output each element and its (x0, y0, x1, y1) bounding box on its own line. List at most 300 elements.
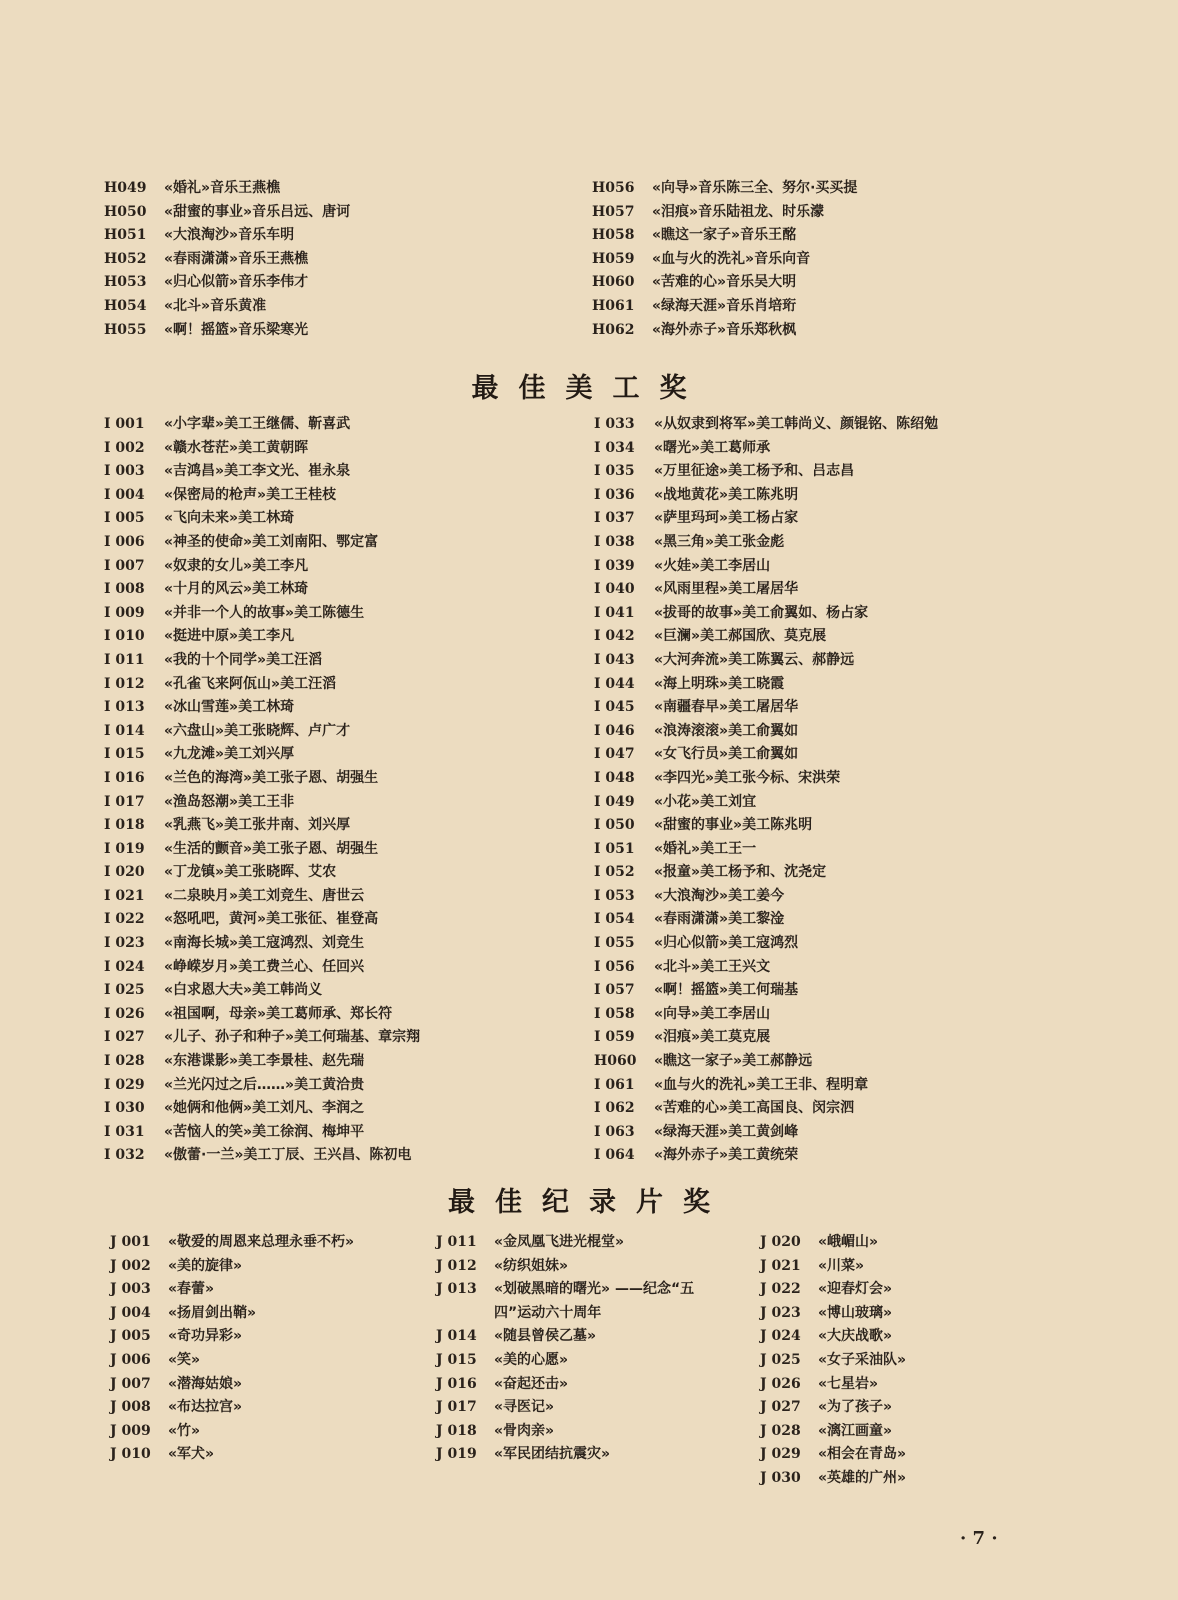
entry-code: J 003 (110, 1281, 151, 1298)
entry-code: J 014 (436, 1328, 477, 1345)
list-item (594, 1097, 938, 1121)
list-item (104, 484, 420, 508)
entry-code: I 059 (594, 1029, 635, 1046)
entry-text: «海外赤子»音乐郑秋枫 (652, 321, 797, 338)
entry-text: «军民团结抗震灾» (494, 1446, 611, 1463)
entry-text: «绿海天涯»音乐肖培珩 (652, 297, 797, 314)
entry-code: I 061 (594, 1076, 635, 1093)
entry-text: «东港谍影»美工李景桂、赵先瑞 (164, 1053, 365, 1070)
entry-text: «曙光»美工葛师承 (654, 439, 771, 456)
list-item (104, 248, 350, 272)
entry-code: I 028 (104, 1053, 145, 1070)
list-item (110, 1443, 403, 1467)
entry-text: «扬眉剑出鞘» (168, 1304, 257, 1321)
entry-text: «火娃»美工李居山 (654, 557, 771, 574)
list-item (594, 673, 938, 697)
entry-text: «纺织姐妹» (494, 1257, 569, 1274)
entry-code: I 029 (104, 1076, 145, 1093)
entry-code: I 056 (594, 958, 635, 975)
entry-text: «相会在青岛» (818, 1446, 907, 1463)
entry-text: «六盘山»美工张晓辉、卢广才 (164, 722, 351, 739)
entry-text: «祖国啊，母亲»美工葛师承、郑长符 (164, 1005, 393, 1022)
entry-text: «笑» (168, 1351, 201, 1368)
entry-code: J 007 (110, 1375, 151, 1392)
list-item (104, 1074, 420, 1098)
entry-code: I 049 (594, 793, 635, 810)
entry-code: I 039 (594, 557, 635, 574)
entry-code: I 063 (594, 1123, 635, 1140)
list-item (104, 201, 350, 225)
entry-code: J 028 (760, 1422, 801, 1439)
list-item (760, 1420, 1053, 1444)
list-item (594, 602, 938, 626)
list-item (594, 649, 938, 673)
list-item (594, 838, 938, 862)
entry-text: «春蕾» (168, 1281, 215, 1298)
entry-text: «李四光»美工张今标、宋洪荣 (654, 769, 841, 786)
entry-text: «小花»美工刘宜 (654, 793, 757, 810)
entry-code: J 016 (436, 1375, 477, 1392)
entry-code: I 026 (104, 1005, 145, 1022)
entry-code: I 024 (104, 958, 145, 975)
list-item (104, 531, 420, 555)
music-list-left (104, 177, 350, 342)
entry-code: I 051 (594, 840, 635, 857)
entry-code: H058 (592, 227, 635, 244)
entry-text: «啊！摇篮»美工何瑞基 (654, 982, 799, 999)
list-item (594, 460, 938, 484)
music-list-right (592, 177, 857, 342)
list-item (760, 1373, 1053, 1397)
list-item (594, 767, 938, 791)
entry-text: «女子采油队» (818, 1351, 907, 1368)
entry-code: I 007 (104, 557, 145, 574)
list-item (104, 673, 420, 697)
entry-text: «战地黄花»美工陈兆明 (654, 486, 799, 503)
entry-text: «巨澜»美工郝国欣、莫克展 (654, 628, 827, 645)
entry-text: «渔岛怒潮»美工王非 (164, 793, 295, 810)
list-item (110, 1231, 403, 1255)
entry-code: I 055 (594, 935, 635, 952)
documentary-list-col1 (110, 1231, 403, 1467)
entry-text: «风雨里程»美工屠居华 (654, 581, 799, 598)
entry-code: I 008 (104, 581, 145, 598)
list-item (110, 1349, 403, 1373)
entry-text: «迎春灯会» (818, 1281, 893, 1298)
entry-code: H059 (592, 250, 635, 267)
entry-text: «归心似箭»音乐李伟才 (164, 274, 309, 291)
entry-text: «大浪淘沙»美工姜今 (654, 887, 785, 904)
entry-code: J 015 (436, 1351, 477, 1368)
list-item (594, 885, 938, 909)
entry-code: I 017 (104, 793, 145, 810)
entry-code: J 026 (760, 1375, 801, 1392)
list-item (594, 908, 938, 932)
entry-text: «她俩和他俩»美工刘凡、李润之 (164, 1100, 365, 1117)
entry-text: «潜海姑娘» (168, 1375, 243, 1392)
entry-text: «瞧这一家子»音乐王酩 (652, 227, 797, 244)
entry-text: «苦恼人的笑»美工徐润、梅坤平 (164, 1123, 365, 1140)
entry-text: «傲蕾·一兰»美工丁辰、王兴昌、陈初电 (164, 1147, 412, 1164)
entry-text: «飞向未来»美工林琦 (164, 510, 295, 527)
entry-code: I 010 (104, 628, 145, 645)
list-item (594, 814, 938, 838)
list-item (594, 1074, 938, 1098)
entry-text: «啊！摇篮»音乐梁寒光 (164, 321, 309, 338)
list-item (436, 1349, 729, 1373)
entry-text: «甜蜜的事业»美工陈兆明 (654, 817, 813, 834)
entry-text: «并非一个人的故事»美工陈德生 (164, 604, 365, 621)
entry-code: I 054 (594, 911, 635, 928)
list-item (104, 1050, 420, 1074)
list-item (104, 1144, 420, 1168)
entry-code: H062 (592, 321, 635, 338)
entry-text: «兰色的海湾»美工张子恩、胡强生 (164, 769, 379, 786)
list-item (436, 1420, 729, 1444)
list-item (104, 696, 420, 720)
list-item (592, 201, 857, 225)
entry-code: I 027 (104, 1029, 145, 1046)
entry-code: I 018 (104, 817, 145, 834)
entry-text: «拔哥的故事»美工俞翼如、杨占家 (654, 604, 869, 621)
entry-code: I 006 (104, 533, 145, 550)
list-item (594, 413, 938, 437)
list-item (760, 1278, 1053, 1302)
list-item (104, 861, 420, 885)
entry-code: J 005 (110, 1328, 151, 1345)
list-item (104, 555, 420, 579)
entry-text: «美的心愿» (494, 1351, 569, 1368)
entry-code: J 001 (110, 1234, 151, 1250)
entry-code: I 016 (104, 769, 145, 786)
list-item (104, 767, 420, 791)
entry-code: I 031 (104, 1123, 145, 1140)
entry-text: «乳燕飞»美工张井南、刘兴厚 (164, 817, 351, 834)
list-item (104, 791, 420, 815)
entry-text: «川菜» (818, 1257, 865, 1274)
entry-text: «向导»美工李居山 (654, 1005, 771, 1022)
list-item (110, 1420, 403, 1444)
entry-code: I 022 (104, 911, 145, 928)
entry-text: «竹» (168, 1422, 201, 1439)
list-item (594, 956, 938, 980)
entry-text: «万里征途»美工杨予和、吕志昌 (654, 463, 855, 480)
list-item (594, 555, 938, 579)
list-item (760, 1325, 1053, 1349)
entry-code: J 029 (760, 1446, 801, 1463)
entry-text: «峨嵋山» (818, 1234, 879, 1250)
entry-text: «十月的风云»美工林琦 (164, 581, 309, 598)
entry-text: «英雄的广州» (818, 1469, 907, 1486)
entry-code: I 004 (104, 486, 145, 503)
entry-text: «南疆春早»美工屠居华 (654, 699, 799, 716)
entry-text: «泪痕»音乐陆祖龙、时乐濛 (652, 203, 825, 220)
list-item (104, 271, 350, 295)
list-item (104, 578, 420, 602)
list-item (594, 625, 938, 649)
list-item (110, 1302, 403, 1326)
entry-code: I 040 (594, 581, 635, 598)
entry-text: «金凤凰飞进光棍堂» (494, 1234, 625, 1250)
entry-text: «归心似箭»美工寇鸿烈 (654, 935, 799, 952)
entry-code: J 006 (110, 1351, 151, 1368)
art-list-right (594, 413, 938, 1168)
entry-code: I 062 (594, 1100, 635, 1117)
list-item (594, 1003, 938, 1027)
list-item (436, 1231, 729, 1255)
entry-text: «为了孩子» (818, 1399, 893, 1416)
entry-code: I 036 (594, 486, 635, 503)
list-item (104, 885, 420, 909)
entry-text: «保密局的枪声»美工王桂枝 (164, 486, 337, 503)
entry-text: «北斗»美工王兴文 (654, 958, 771, 975)
entry-code: H055 (104, 321, 147, 338)
list-item (760, 1302, 1053, 1326)
entry-code: I 014 (104, 722, 145, 739)
entry-text: «海上明珠»美工晓霞 (654, 675, 785, 692)
entry-code: I 009 (104, 604, 145, 621)
entry-code: H051 (104, 227, 147, 244)
entry-text: «二泉映月»美工刘竞生、唐世云 (164, 887, 365, 904)
entry-code: I 021 (104, 887, 145, 904)
entry-code: I 053 (594, 887, 635, 904)
entry-code: I 034 (594, 439, 635, 456)
entry-code: I 015 (104, 746, 145, 763)
entry-text: «黑三角»美工张金彪 (654, 533, 785, 550)
entry-text: «孔雀飞来阿佤山»美工汪滔 (164, 675, 337, 692)
list-item (104, 177, 350, 201)
entry-text: «瞧这一家子»美工郝静远 (654, 1053, 813, 1070)
entry-code: I 052 (594, 864, 635, 881)
list-item (760, 1255, 1053, 1279)
entry-code: I 043 (594, 651, 635, 668)
entry-code: I 046 (594, 722, 635, 739)
entry-text: «儿子、孙子和种子»美工何瑞基、章宗翔 (164, 1029, 421, 1046)
documentary-list-col2 (436, 1231, 729, 1467)
list-item (104, 1121, 420, 1145)
entry-code: I 005 (104, 510, 145, 527)
entry-code: H054 (104, 297, 147, 314)
list-item (104, 1003, 420, 1027)
entry-text: «七星岩» (818, 1375, 879, 1392)
entry-code: I 020 (104, 864, 145, 881)
list-item (104, 437, 420, 461)
entry-text: «北斗»音乐黄准 (164, 297, 267, 314)
entry-code: I 002 (104, 439, 145, 456)
list-item (592, 319, 857, 343)
entry-code: J 017 (436, 1399, 477, 1416)
documentary-award-heading: 最佳纪录片奖 (448, 1187, 730, 1218)
entry-code: J 022 (760, 1281, 801, 1298)
entry-code: J 008 (110, 1399, 151, 1416)
entry-code: H057 (592, 203, 635, 220)
entry-code: I 011 (104, 651, 145, 668)
entry-code: I 037 (594, 510, 635, 527)
entry-code: J 010 (110, 1446, 151, 1463)
entry-text: «大浪淘沙»音乐车明 (164, 227, 295, 244)
list-item (592, 271, 857, 295)
list-item (760, 1467, 1053, 1491)
list-item (104, 625, 420, 649)
entry-code: I 041 (594, 604, 635, 621)
list-item (104, 460, 420, 484)
entry-text: «白求恩大夫»美工韩尚义 (164, 982, 323, 999)
entry-text: «寻医记» (494, 1399, 555, 1416)
entry-code: H049 (104, 180, 147, 196)
entry-text: «苦难的心»音乐吴大明 (652, 274, 797, 291)
list-item (594, 484, 938, 508)
list-item (110, 1396, 403, 1420)
entry-code: I 064 (594, 1147, 635, 1164)
entry-text: «甜蜜的事业»音乐吕远、唐诃 (164, 203, 351, 220)
entry-text: «冰山雪莲»美工林琦 (164, 699, 295, 716)
entry-code: I 044 (594, 675, 635, 692)
list-item (104, 602, 420, 626)
entry-code: J 013 (436, 1281, 477, 1298)
list-item (104, 932, 420, 956)
entry-text: «峥嵘岁月»美工费兰心、任回兴 (164, 958, 365, 975)
entry-code: J 027 (760, 1399, 801, 1416)
entry-text: «大河奔流»美工陈翼云、郝静远 (654, 651, 855, 668)
page-number: · 7 · (960, 1528, 998, 1549)
entry-code: J 009 (110, 1422, 151, 1439)
entry-code: J 024 (760, 1328, 801, 1345)
entry-text: «萨里玛珂»美工杨占家 (654, 510, 799, 527)
entry-code: H050 (104, 203, 147, 220)
entry-code: J 025 (760, 1351, 801, 1368)
list-item (592, 248, 857, 272)
list-item (104, 979, 420, 1003)
entry-text: «泪痕»美工莫克展 (654, 1029, 771, 1046)
entry-code: I 032 (104, 1147, 145, 1164)
entry-code: I 057 (594, 982, 635, 999)
list-item (104, 295, 350, 319)
list-item (760, 1396, 1053, 1420)
list-item (594, 437, 938, 461)
entry-text: «兰光闪过之后……»美工黄洽贵 (164, 1076, 365, 1093)
list-item (104, 649, 420, 673)
list-item (110, 1325, 403, 1349)
list-item (104, 1097, 420, 1121)
entry-text: «奇功异彩» (168, 1328, 243, 1345)
entry-text: «生活的颤音»美工张子恩、胡强生 (164, 840, 379, 857)
entry-text: «奋起还击» (494, 1375, 569, 1392)
entry-text: «小字辈»美工王继儒、靳喜武 (164, 416, 351, 432)
entry-code: I 030 (104, 1100, 145, 1117)
list-item (594, 979, 938, 1003)
entry-text: «漓江画童» (818, 1422, 893, 1439)
entry-text: «大庆战歌» (818, 1328, 893, 1345)
entry-code: I 023 (104, 935, 145, 952)
entry-text: «划破黑暗的曙光» ——纪念“五四”运动六十周年 (494, 1281, 695, 1321)
entry-text: «美的旋律» (168, 1257, 243, 1274)
entry-text: «春雨潇潇»美工黎淦 (654, 911, 785, 928)
list-item (594, 531, 938, 555)
list-item (594, 1026, 938, 1050)
list-item (594, 743, 938, 767)
list-item (594, 1050, 938, 1074)
entry-code: J 002 (110, 1257, 151, 1274)
list-item (104, 507, 420, 531)
entry-code: I 045 (594, 699, 635, 716)
entry-code: I 050 (594, 817, 635, 834)
list-item (110, 1278, 403, 1302)
list-item (592, 295, 857, 319)
entry-text: «挺进中原»美工李凡 (164, 628, 295, 645)
entry-text: «军犬» (168, 1446, 215, 1463)
entry-text: «神圣的使命»美工刘南阳、鄂定富 (164, 533, 379, 550)
list-item (436, 1443, 729, 1467)
list-item (594, 696, 938, 720)
entry-code: I 058 (594, 1005, 635, 1022)
list-item (760, 1443, 1053, 1467)
entry-text: «绿海天涯»美工黄剑峰 (654, 1123, 799, 1140)
entry-text: «丁龙镇»美工张晓晖、艾农 (164, 864, 337, 881)
list-item (104, 224, 350, 248)
entry-code: H060 (592, 274, 635, 291)
entry-text: «随县曾侯乙墓» (494, 1328, 597, 1345)
entry-code: H052 (104, 250, 147, 267)
list-item (104, 743, 420, 767)
entry-code: J 023 (760, 1304, 801, 1321)
entry-code: J 019 (436, 1446, 477, 1463)
entry-text: «南海长城»美工寇鸿烈、刘竞生 (164, 935, 365, 952)
entry-text: «向导»音乐陈三全、努尔·买买提 (652, 180, 858, 196)
entry-code: J 018 (436, 1422, 477, 1439)
list-item (104, 814, 420, 838)
list-item (594, 791, 938, 815)
list-item (594, 507, 938, 531)
entry-text: «报童»美工杨予和、沈尧定 (654, 864, 827, 881)
list-item (110, 1255, 403, 1279)
entry-code: I 033 (594, 416, 635, 432)
entry-code: I 025 (104, 982, 145, 999)
entry-text: «吉鸿昌»美工李文光、崔永泉 (164, 463, 351, 480)
list-item (594, 578, 938, 602)
entry-code: H056 (592, 180, 635, 196)
list-item (594, 1144, 938, 1168)
entry-code: H053 (104, 274, 147, 291)
list-item (436, 1278, 729, 1325)
list-item (436, 1396, 729, 1420)
list-item (104, 838, 420, 862)
entry-text: «血与火的洗礼»音乐向音 (652, 250, 811, 267)
list-item (110, 1373, 403, 1397)
list-item (436, 1373, 729, 1397)
list-item (104, 908, 420, 932)
entry-text: «怒吼吧，黄河»美工张征、崔登高 (164, 911, 379, 928)
entry-text: «血与火的洗礼»美工王非、程明章 (654, 1076, 869, 1093)
list-item (104, 413, 420, 437)
entry-code: I 001 (104, 416, 145, 432)
entry-code: I 042 (594, 628, 635, 645)
entry-text: «敬爱的周恩来总理永垂不朽» (168, 1234, 355, 1250)
entry-text: «苦难的心»美工高国良、闵宗泗 (654, 1100, 855, 1117)
entry-code: I 013 (104, 699, 145, 716)
art-award-heading: 最佳美工奖 (471, 373, 707, 404)
entry-text: «奴隶的女儿»美工李凡 (164, 557, 309, 574)
entry-code: H061 (592, 297, 635, 314)
entry-code: I 019 (104, 840, 145, 857)
entry-code: J 004 (110, 1304, 151, 1321)
entry-text: «布达拉宫» (168, 1399, 243, 1416)
entry-code: H060 (594, 1053, 637, 1070)
documentary-list-col3 (760, 1231, 1053, 1491)
entry-code: I 038 (594, 533, 635, 550)
entry-text: «博山玻璃» (818, 1304, 893, 1321)
entry-text: «我的十个同学»美工汪滔 (164, 651, 323, 668)
list-item (760, 1349, 1053, 1373)
